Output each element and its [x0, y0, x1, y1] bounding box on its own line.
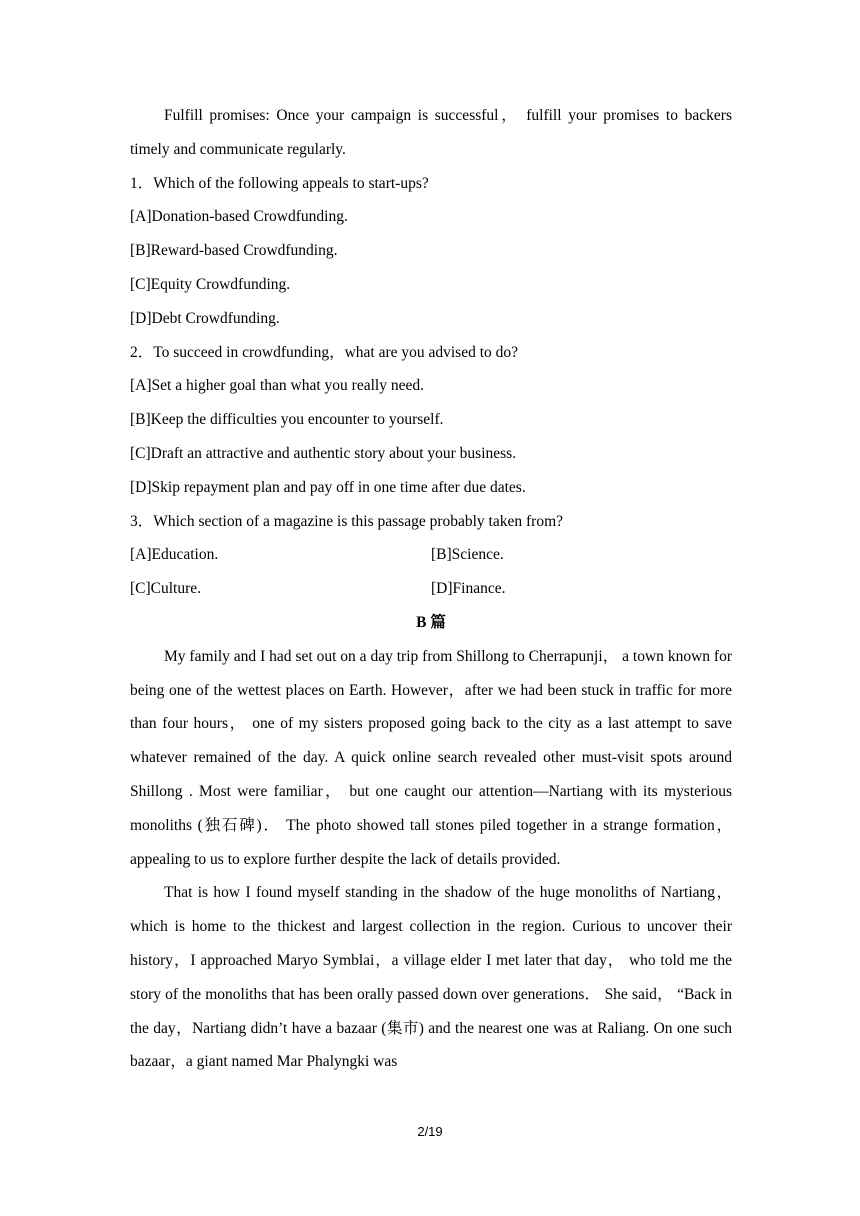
- passage-paragraph-2: That is how I found myself standing in the shadow of the huge monoliths of Nartiang，which is home to the thickest and largest collection in the region. Curious to uncover their history，I approached Maryo Symblai，a village elder I met later that day， who told me the story of the monoliths that has been orally passed down over generations． She said， “Back in the day，Nartiang didn’t have a bazaar (集市) and the nearest one was at Raliang. On one such bazaar，a giant named Mar Phalyngki was: [130, 884, 732, 1071]
- option-a: [A]Donation-based Crowdfunding.: [130, 208, 348, 226]
- section-b-title: B 篇: [416, 613, 446, 631]
- question-1: [130, 167, 732, 336]
- page-number: 2/19: [417, 1124, 443, 1139]
- question-2: [130, 336, 732, 505]
- fulfill-promises-paragraph: Fulfill promises: Once your campaign is successful， fulfill your promises to backers timely and communicate regularly.: [130, 107, 732, 158]
- option-d: [D]Finance.: [431, 580, 506, 598]
- option-b: [B]Science.: [431, 546, 504, 564]
- option-b: [B]Reward-based Crowdfunding.: [130, 242, 338, 260]
- option-d: [D]Skip repayment plan and pay off in one time after due dates.: [130, 478, 526, 496]
- question-stem: 1．Which of the following appeals to start-ups?: [130, 174, 429, 192]
- option-c: [C]Equity Crowdfunding.: [130, 275, 291, 293]
- question-stem: 3．Which section of a magazine is this passage probably taken from?: [130, 512, 564, 530]
- passage-paragraph-1: My family and I had set out on a day trip from Shillong to Cherrapunji， a town known for being one of the wettest places on Earth. However，after we had been stuck in traffic for more than four hours， one of my sisters proposed going back to the city as a last attempt to save whatever remained of the day. A quick online search revealed other must-visit spots around Shillong . Most were familiar， but one caught our attention—Nartiang with its mysterious monoliths (独石碑)． The photo showed tall stones piled together in a strange formation，appealing to us to explore further despite the lack of details provided.: [130, 647, 732, 868]
- document-page: [130, 99, 732, 1079]
- option-a: [A]Set a higher goal than what you really need.: [130, 377, 424, 395]
- option-c: [C]Draft an attractive and authentic story about your business.: [130, 444, 517, 462]
- option-a: [A]Education.: [130, 546, 219, 564]
- option-row: [130, 572, 732, 606]
- question-stem: 2．To succeed in crowdfunding，what are you advised to do?: [130, 343, 519, 361]
- option-c: [C]Culture.: [130, 580, 202, 598]
- option-d: [D]Debt Crowdfunding.: [130, 309, 280, 327]
- option-row: [130, 538, 732, 572]
- option-b: [B]Keep the difficulties you encounter to yourself.: [130, 411, 444, 429]
- question-3: [130, 505, 732, 606]
